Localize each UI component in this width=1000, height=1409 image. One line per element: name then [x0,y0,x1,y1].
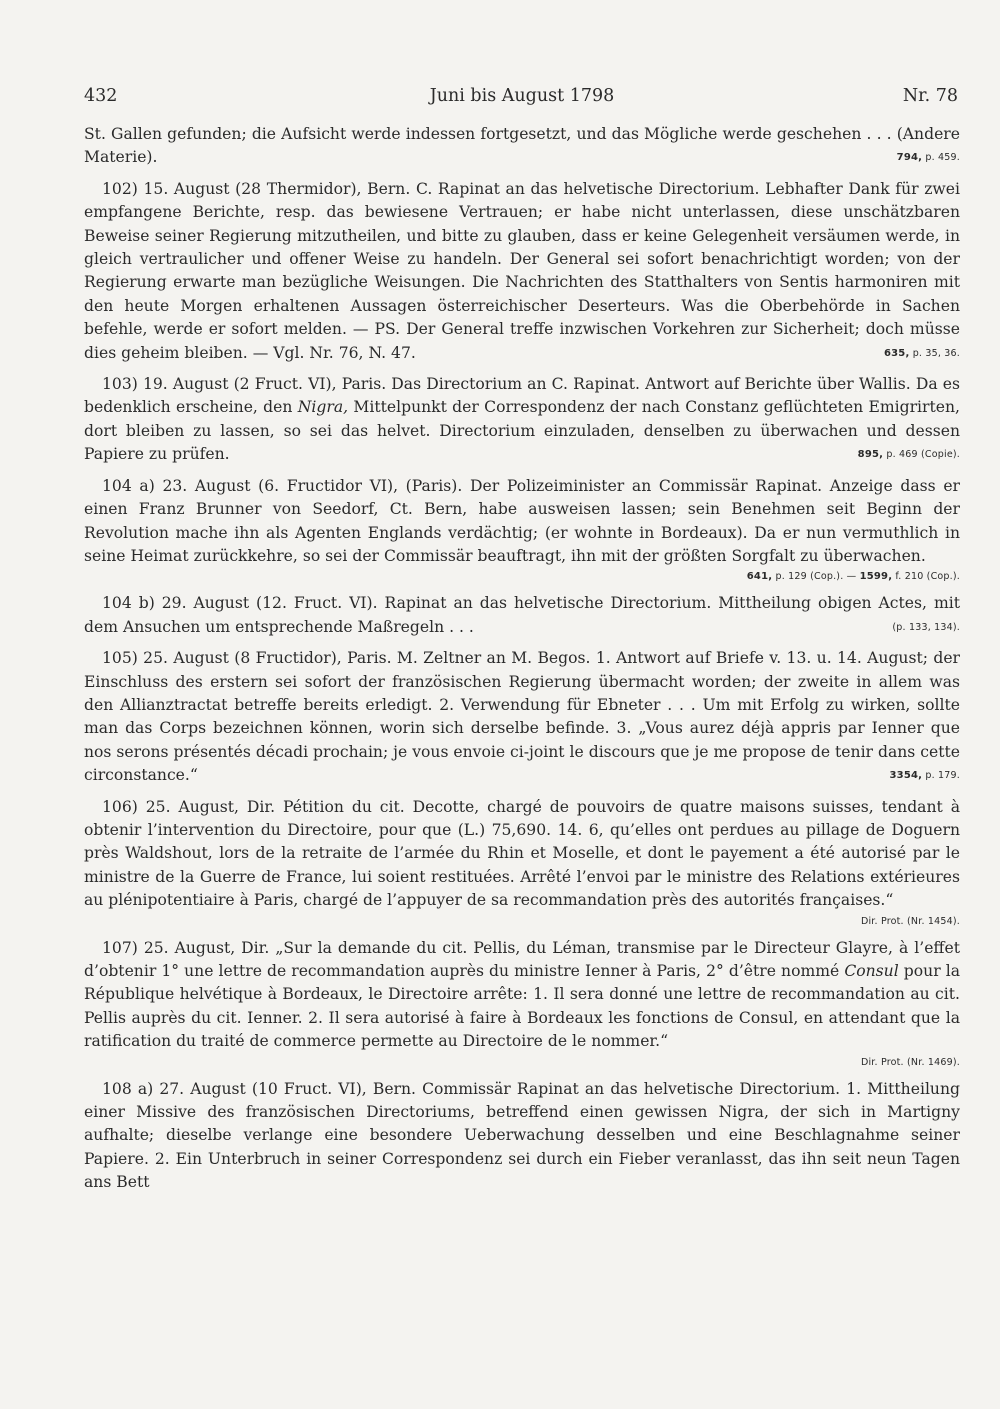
entry-104a [84,475,960,585]
entry-text: 102) 15. August (28 Thermidor), Bern. C. Rapinat an das helvetische Directorium. Lebhafter Dank für zwei empfangene Berichte, resp. das bewiesene Vertrauen; er habe nicht unterlassen, diese unschätzbaren Beweise seiner Regierung mitzutheilen, und bitte zu glauben, dass er keine Gelegenheit versäumen werde, in gleich vertraulicher und offener Weise zu handeln. Der General sei sofort benachrichtigt worden; von der Regierung erwarte man bezügliche Weisungen. Die Nachrichten des Statthalters von Sentis harmoniren mit den heute Morgen erhaltenen Aussagen österreichischer Deserteurs. Was die Oberbehörde in Sachen befehle, werde er sofort melden. — PS. Der General treffe inzwischen Vorkehren zur Sicherheit; doch müsse dies geheim bleiben. — Vgl. Nr. 76, N. 47. 635, p. 35, 36. [84,178,960,365]
entry-text: 107) 25. August, Dir. „Sur la demande du cit. Pellis, du Léman, transmise par le Directeur Glayre, à l’effet d’obtenir 1° une lettre de recommandation auprès du ministre Ienner à Paris, 2° d’être nommé Consul pour la République helvétique à Bordeaux, le Directoire arrête: 1. Il sera donné une lettre de recommandation au cit. Pellis auprès du cit. Ienner. 2. Il sera autorisé à faire à Bordeaux les fonctions de Consul, en attendant que la ratification du traité de commerce permette au Directoire de le nommer.“ [84,938,960,1051]
page-header [84,86,960,112]
entry-103 [84,373,960,467]
entry-105 [84,647,960,787]
document-number: Nr. 78 [902,86,958,106]
entry-102 [84,178,960,365]
entry-104b [84,592,960,639]
source-reference: 635, p. 35, 36. [883,347,960,359]
entry-text: 103) 19. August (2 Fruct. VI), Paris. Das Directorium an C. Rapinat. Antwort auf Berichte über Wallis. Da es bedenklich erscheine, den Nigra, Mittelpunkt der Correspondenz der nach Constanz geflüchteten Emigrirten, dort bleiben zu lassen, so sei das helvet. Directorium einzuladen, denselben zu überwachen und dessen Papiere zu prüfen. 895, p. 469 (Copie). [84,373,960,467]
source-reference: Dir. Prot. (Nr. 1469). [860,1056,960,1068]
source-reference: 794, p. 459. [896,152,960,164]
source-reference: (p. 133, 134). [892,621,960,633]
running-title: Juni bis August 1798 [429,86,615,106]
entry-text: 105) 25. August (8 Fructidor), Paris. M. Zeltner an M. Begos. 1. Antwort auf Briefe v. 13. u. 14. August; der Einschluss des erstern sei sofort der französischen Regierung übermacht worden; der zweite in allem was den Allianztractat betreffe bereits erledigt. 2. Verwendung für Ebneter . . . Um mit Erfolg zu wirken, sollte man das Corps bezeichnen können, worin sich derselbe befinde. 3. „Vous aurez déjà appris par Ienner que nos serons présentés décadi prochain; je vous envoie ci-joint le discours que je me propose de tenir dans cette circonstance.“ 3354, p. 179. [84,647,960,787]
entry-text: 104 a) 23. August (6. Fructidor VI), (Paris). Der Polizeiminister an Commissär Rapinat. Anzeige dass er einen Franz Brunner von Seedorf, Ct. Bern, habe ausweisen lassen; sein Benehmen seit Beginn der Revolution mache ihn als Agenten Englands verdächtig; (er wohnte in Bordeaux). Da er nun vermuthlich in seine Heimat zurückkehre, so sei der Commissär beauftragt, ihn mit der größten Sorgfalt zu überwachen. [84,476,960,565]
page-number: 432 [84,86,118,106]
entry-text: 106) 25. August, Dir. Pétition du cit. Decotte, chargé de pouvoirs de quatre maisons suisses, tendant à obtenir l’intervention du Directoire, pour que (L.) 75,690. 14. 6, qu’elles ont perdues au pillage de Doguern près Waldshout, lors de la retraite de l’armée du Rhin et Moselle, et dont le payement a été autorisé par le ministre de la Guerre de France, lui soient restituées. Arrêté l’envoi par le ministre des Relations extérieures au plénipotentiaire à Paris, chargé de l’appuyer de sa recommandation près des autorités françaises.“ [84,797,960,910]
document-body [84,123,960,1203]
entry-text: St. Gallen gefunden; die Aufsicht werde indessen fortgesetzt, und das Mögliche werde geschehen . . . (Andere Materie). 794, p. 459. [84,123,960,170]
italic-name: Nigra, [297,398,349,417]
entry-continuation [84,123,960,170]
entry-text: 108 a) 27. August (10 Fruct. VI), Bern. Commissär Rapinat an das helvetische Directorium. 1. Mittheilung einer Missive des französischen Directoriums, betreffend einen gewissen Nigra, der sich in Martigny aufhalte; dieselbe verlange eine besondere Ueberwachung desselben und eine Beschlagnahme seiner Papiere. 2. Ein Unterbruch in seiner Correspondenz sei durch ein Fieber veranlasst, das ihn seit neun Tagen ans Bett [84,1079,960,1192]
source-reference: Dir. Prot. (Nr. 1454). [860,915,960,927]
source-reference: 895, p. 469 (Copie). [857,449,960,461]
entry-107 [84,937,960,1070]
entry-text: 104 b) 29. August (12. Fruct. VI). Rapinat an das helvetische Directorium. Mittheilung obigen Actes, mit dem Ansuchen um entsprechende Maßregeln . . . (p. 133, 134). [84,592,960,639]
italic-term: Consul [844,962,899,980]
entry-106 [84,796,960,929]
entry-108a [84,1078,960,1195]
source-reference: 641, p. 129 (Cop.). — 1599, f. 210 (Cop.). [746,571,960,583]
source-reference: 3354, p. 179. [889,770,960,782]
